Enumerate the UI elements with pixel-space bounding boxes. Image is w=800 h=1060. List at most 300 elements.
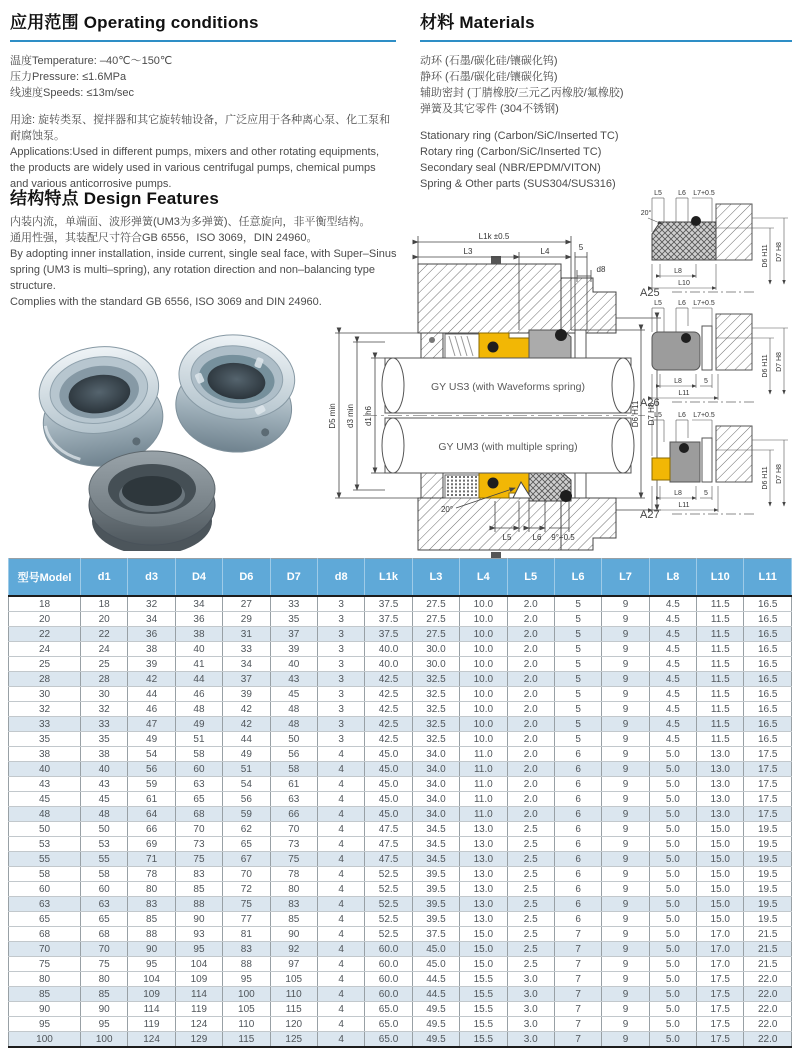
table-cell: 95 (128, 957, 175, 972)
table-cell: 5 (554, 657, 601, 672)
dim-d7h8: D7 H8 (647, 402, 656, 426)
table-cell: 40 (81, 762, 128, 777)
table-cell: 21.5 (744, 927, 792, 942)
col-header-11: L6 (554, 559, 601, 597)
table-cell: 38 (175, 627, 222, 642)
table-cell: 5.0 (649, 747, 696, 762)
table-cell: 24 (81, 642, 128, 657)
table-cell: 9 (602, 642, 649, 657)
table-cell: 42.5 (365, 672, 412, 687)
table-cell: 35 (81, 732, 128, 747)
table-cell: 38 (128, 642, 175, 657)
table-row (9, 717, 792, 732)
shaft-upper (382, 358, 634, 413)
seat-a27-elastomer (652, 458, 670, 480)
table-cell: 11.5 (697, 717, 744, 732)
table-cell: 9 (602, 987, 649, 1002)
table-cell: 40 (270, 657, 317, 672)
table-cell: 13.0 (697, 792, 744, 807)
table-cell: 5.0 (649, 972, 696, 987)
table-cell: 15.5 (460, 1032, 507, 1048)
table-cell: 45.0 (365, 762, 412, 777)
table-row (9, 792, 792, 807)
table-cell: 6 (554, 912, 601, 927)
seat-a25 (652, 222, 716, 260)
table-cell: 46 (175, 687, 222, 702)
table-cell: 9 (602, 612, 649, 627)
table-cell: 81 (223, 927, 270, 942)
table-cell: 6 (554, 882, 601, 897)
table-cell: 67 (223, 852, 270, 867)
table-cell: 85 (81, 987, 128, 1002)
table-cell: 43 (270, 672, 317, 687)
table-cell: 33 (81, 717, 128, 732)
table-cell: 90 (270, 927, 317, 942)
table-cell: 5.0 (649, 762, 696, 777)
table-cell: 39 (270, 642, 317, 657)
table-cell: 66 (270, 807, 317, 822)
table-cell: 16.5 (744, 657, 792, 672)
table-cell: 34.0 (412, 777, 459, 792)
table-cell: 53 (9, 837, 81, 852)
table-cell: 11.0 (460, 807, 507, 822)
a26-dim-l6: L6 (678, 300, 686, 307)
table-cell: 71 (128, 852, 175, 867)
table-cell: 85 (270, 912, 317, 927)
table-cell: 104 (175, 957, 222, 972)
table-cell: 17.5 (697, 1032, 744, 1048)
seat-a26 (652, 332, 700, 370)
table-cell: 4 (317, 867, 364, 882)
table-cell: 2.0 (507, 717, 554, 732)
table-cell: 36 (175, 612, 222, 627)
table-cell: 5.0 (649, 822, 696, 837)
table-cell: 37.5 (365, 596, 412, 612)
table-row (9, 942, 792, 957)
table-cell: 33 (9, 717, 81, 732)
dim-d1h6: d1 h6 (364, 405, 373, 427)
detail-drawing-a25 (638, 188, 798, 300)
table-cell: 5.0 (649, 882, 696, 897)
table-cell: 124 (175, 1017, 222, 1032)
table-row (9, 657, 792, 672)
table-cell: 15.0 (697, 882, 744, 897)
table-cell: 55 (9, 852, 81, 867)
table-cell: 11.0 (460, 747, 507, 762)
table-cell: 5 (554, 672, 601, 687)
table-cell: 5.0 (649, 807, 696, 822)
table-cell: 42 (223, 717, 270, 732)
table-cell: 49 (175, 717, 222, 732)
table-cell: 11.5 (697, 657, 744, 672)
shaft-lower-label: GY UM3 (with multiple spring) (438, 441, 578, 453)
table-cell: 75 (223, 897, 270, 912)
table-cell: 45.0 (365, 777, 412, 792)
a26-dim-l8: L8 (674, 378, 682, 385)
table-cell: 95 (9, 1017, 81, 1032)
table-cell: 114 (128, 1002, 175, 1017)
material-zh-line: 动环 (石墨/碳化硅/镶碳化钨) (420, 55, 558, 67)
table-cell: 80 (128, 882, 175, 897)
table-cell: 42.5 (365, 732, 412, 747)
table-cell: 5 (554, 596, 601, 612)
table-cell: 15.5 (460, 1002, 507, 1017)
table-cell: 73 (270, 837, 317, 852)
table-cell: 21.5 (744, 942, 792, 957)
table-cell: 5.0 (649, 1017, 696, 1032)
table-row (9, 897, 792, 912)
table-cell: 45.0 (365, 747, 412, 762)
table-cell: 6 (554, 837, 601, 852)
table-cell: 34.0 (412, 762, 459, 777)
table-cell: 32.5 (412, 702, 459, 717)
table-cell: 58 (175, 747, 222, 762)
table-cell: 16.5 (744, 642, 792, 657)
table-cell: 6 (554, 762, 601, 777)
table-cell: 93 (175, 927, 222, 942)
table-cell: 5.0 (649, 837, 696, 852)
a25-dim-l8: L8 (674, 268, 682, 275)
table-row (9, 912, 792, 927)
table-cell: 4.5 (649, 702, 696, 717)
table-cell: 65 (81, 912, 128, 927)
table-cell: 88 (175, 897, 222, 912)
table-cell: 9 (602, 852, 649, 867)
table-cell: 11.5 (697, 702, 744, 717)
table-cell: 22.0 (744, 972, 792, 987)
table-cell: 78 (128, 867, 175, 882)
table-cell: 50 (9, 822, 81, 837)
table-cell: 105 (223, 1002, 270, 1017)
table-cell: 19.5 (744, 882, 792, 897)
a25-dim-20deg: 20° (640, 210, 652, 217)
table-cell: 16.5 (744, 717, 792, 732)
table-cell: 100 (223, 987, 270, 1002)
table-cell: 2.0 (507, 612, 554, 627)
table-cell: 16.5 (744, 732, 792, 747)
table-cell: 9 (602, 717, 649, 732)
a25-dim-d7h8: D7 H8 (776, 242, 783, 262)
table-cell: 17.5 (697, 987, 744, 1002)
table-cell: 9 (602, 596, 649, 612)
table-cell: 22.0 (744, 1017, 792, 1032)
table-cell: 95 (223, 972, 270, 987)
table-cell: 88 (128, 927, 175, 942)
table-row (9, 687, 792, 702)
table-cell: 37.5 (365, 627, 412, 642)
table-cell: 22 (81, 627, 128, 642)
dim-5: 5 (578, 243, 584, 252)
table-cell: 3.0 (507, 1032, 554, 1048)
table-cell: 9 (602, 687, 649, 702)
table-cell: 38 (81, 747, 128, 762)
table-cell: 83 (223, 942, 270, 957)
table-cell: 49 (223, 747, 270, 762)
table-cell: 19.5 (744, 897, 792, 912)
table-cell: 10.0 (460, 612, 507, 627)
material-en-line: Rotary ring (Carbon/SiC/Inserted TC) (420, 146, 602, 158)
table-cell: 42.5 (365, 702, 412, 717)
table-cell: 55 (81, 852, 128, 867)
table-cell: 40 (9, 762, 81, 777)
table-cell: 15.0 (697, 852, 744, 867)
table-cell: 13.0 (460, 852, 507, 867)
table-cell: 27.5 (412, 612, 459, 627)
table-cell: 6 (554, 822, 601, 837)
table-cell: 83 (128, 897, 175, 912)
table-cell: 44.5 (412, 972, 459, 987)
table-cell: 30.0 (412, 642, 459, 657)
table-cell: 2.5 (507, 912, 554, 927)
table-cell: 3 (317, 642, 364, 657)
table-cell: 4 (317, 927, 364, 942)
material-zh-line: 辅助密封 (丁腈橡胶/三元乙丙橡胶/氟橡胶) (420, 87, 624, 99)
table-cell: 2.0 (507, 792, 554, 807)
col-header-10: L5 (507, 559, 554, 597)
dim-d5min: D5 min (328, 403, 337, 429)
table-cell: 30 (9, 687, 81, 702)
table-cell: 22.0 (744, 987, 792, 1002)
table-cell: 32 (128, 596, 175, 612)
table-cell: 45.0 (412, 957, 459, 972)
col-header-1: d1 (81, 559, 128, 597)
table-cell: 35 (9, 732, 81, 747)
table-cell: 4.5 (649, 657, 696, 672)
table-cell: 68 (9, 927, 81, 942)
table-cell: 58 (9, 867, 81, 882)
dim-9deg: 9°+0.5 (551, 533, 575, 542)
table-cell: 25 (9, 657, 81, 672)
material-en-line: Spring & Other parts (SUS304/SUS316) (420, 178, 616, 190)
section-title: 结构特点 Design Features (10, 189, 219, 208)
table-cell: 34 (223, 657, 270, 672)
table-cell: 9 (602, 912, 649, 927)
table-cell: 5.0 (649, 867, 696, 882)
table-cell: 85 (128, 912, 175, 927)
table-row (9, 702, 792, 717)
table-cell: 58 (270, 762, 317, 777)
table-cell: 49.5 (412, 1002, 459, 1017)
table-cell: 16.5 (744, 627, 792, 642)
table-cell: 30.0 (412, 657, 459, 672)
table-cell: 92 (270, 942, 317, 957)
table-cell: 66 (128, 822, 175, 837)
table-cell: 34.5 (412, 837, 459, 852)
table-cell: 95 (81, 1017, 128, 1032)
table-cell: 64 (128, 807, 175, 822)
table-cell: 11.5 (697, 687, 744, 702)
table-cell: 68 (175, 807, 222, 822)
section-divider (420, 40, 792, 42)
table-cell: 4 (317, 942, 364, 957)
table-cell: 56 (223, 792, 270, 807)
table-cell: 15.5 (460, 972, 507, 987)
table-cell: 5.0 (649, 942, 696, 957)
table-cell: 73 (175, 837, 222, 852)
a25-dim-l7: L7+0.5 (693, 190, 715, 197)
table-cell: 43 (9, 777, 81, 792)
section-materials (420, 8, 792, 192)
col-header-7: L1k (365, 559, 412, 597)
table-cell: 3.0 (507, 1002, 554, 1017)
table-cell: 3 (317, 702, 364, 717)
table-row (9, 747, 792, 762)
table-cell: 52.5 (365, 912, 412, 927)
table-cell: 45 (9, 792, 81, 807)
table-cell: 44.5 (412, 987, 459, 1002)
table-cell: 6 (554, 807, 601, 822)
table-cell: 4 (317, 792, 364, 807)
table-cell: 52.5 (365, 882, 412, 897)
table-cell: 4 (317, 1032, 364, 1048)
table-cell: 10.0 (460, 642, 507, 657)
table-cell: 109 (128, 987, 175, 1002)
table-cell: 29 (223, 612, 270, 627)
table-cell: 9 (602, 762, 649, 777)
table-cell: 10.0 (460, 627, 507, 642)
table-cell: 78 (270, 867, 317, 882)
table-cell: 5 (554, 732, 601, 747)
dim-l6: L6 (532, 533, 542, 542)
table-cell: 32.5 (412, 732, 459, 747)
table-row (9, 762, 792, 777)
table-cell: 110 (270, 987, 317, 1002)
table-cell: 63 (175, 777, 222, 792)
table-cell: 13.0 (460, 912, 507, 927)
shaft-upper-label: GY US3 (with Waveforms spring) (430, 381, 586, 393)
table-cell: 33 (223, 642, 270, 657)
a27-dim-d6h11: D6 H11 (762, 466, 769, 490)
table-cell: 4.5 (649, 596, 696, 612)
table-cell: 2.0 (507, 657, 554, 672)
table-cell: 34 (175, 596, 222, 612)
table-row (9, 1032, 792, 1048)
table-cell: 39 (223, 687, 270, 702)
spec-table (8, 558, 792, 1048)
table-cell: 11.5 (697, 627, 744, 642)
a26-dim-l11: L11 (678, 390, 690, 397)
a26-dim-l7: L7+0.5 (693, 300, 715, 307)
table-row (9, 777, 792, 792)
table-cell: 13.0 (697, 747, 744, 762)
table-cell: 60.0 (365, 987, 412, 1002)
table-cell: 34.0 (412, 807, 459, 822)
table-cell: 7 (554, 1002, 601, 1017)
table-cell: 24 (9, 642, 81, 657)
table-cell: 4 (317, 882, 364, 897)
table-cell: 2.5 (507, 927, 554, 942)
table-cell: 42 (223, 702, 270, 717)
table-cell: 5.0 (649, 897, 696, 912)
col-header-14: L10 (697, 559, 744, 597)
table-cell: 17.5 (697, 1002, 744, 1017)
table-cell: 5.0 (649, 927, 696, 942)
table-cell: 70 (175, 822, 222, 837)
seal-photo-right (171, 329, 299, 457)
table-cell: 49.5 (412, 1032, 459, 1048)
rotary-ring-upper (479, 333, 529, 358)
table-cell: 97 (270, 957, 317, 972)
table-cell: 9 (602, 807, 649, 822)
table-cell: 9 (602, 837, 649, 852)
table-cell: 13.0 (697, 807, 744, 822)
table-cell: 4 (317, 762, 364, 777)
dim-l4: L4 (540, 247, 550, 256)
col-header-0: 型号Model (9, 559, 81, 597)
table-cell: 90 (128, 942, 175, 957)
table-cell: 7 (554, 957, 601, 972)
table-cell: 32.5 (412, 717, 459, 732)
table-cell: 100 (9, 1032, 81, 1048)
table-cell: 22.0 (744, 1032, 792, 1048)
lower-gland (418, 498, 561, 550)
table-cell: 36 (128, 627, 175, 642)
table-cell: 44 (128, 687, 175, 702)
table-cell: 5.0 (649, 792, 696, 807)
table-cell: 17.5 (697, 972, 744, 987)
table-cell: 2.0 (507, 762, 554, 777)
table-cell: 68 (81, 927, 128, 942)
section-divider (10, 40, 396, 42)
table-cell: 75 (81, 957, 128, 972)
table-cell: 49.5 (412, 1017, 459, 1032)
table-cell: 70 (223, 867, 270, 882)
table-cell: 2.5 (507, 942, 554, 957)
table-cell: 7 (554, 972, 601, 987)
table-cell: 13.0 (460, 897, 507, 912)
table-cell: 75 (175, 852, 222, 867)
a27-dim-d7h8: D7 H8 (776, 464, 783, 484)
table-cell: 11.5 (697, 596, 744, 612)
table-cell: 70 (9, 942, 81, 957)
table-cell: 119 (128, 1017, 175, 1032)
table-cell: 52.5 (365, 897, 412, 912)
table-cell: 70 (81, 942, 128, 957)
table-cell: 5.0 (649, 1002, 696, 1017)
table-cell: 5 (554, 702, 601, 717)
table-cell: 4 (317, 852, 364, 867)
section-title: 材料 Materials (420, 13, 535, 32)
table-cell: 2.0 (507, 777, 554, 792)
table-cell: 25 (81, 657, 128, 672)
table-cell: 4 (317, 777, 364, 792)
table-cell: 69 (128, 837, 175, 852)
table-cell: 13.0 (460, 837, 507, 852)
table-cell: 9 (602, 942, 649, 957)
a25-dim-l6: L6 (678, 190, 686, 197)
table-cell: 13.0 (460, 822, 507, 837)
table-row (9, 627, 792, 642)
table-cell: 39.5 (412, 882, 459, 897)
table-cell: 5 (554, 642, 601, 657)
table-cell: 75 (270, 852, 317, 867)
table-cell: 5.0 (649, 852, 696, 867)
a25-dim-d6h11: D6 H11 (762, 244, 769, 268)
table-cell: 22 (9, 627, 81, 642)
table-cell: 15.0 (697, 822, 744, 837)
table-cell: 3 (317, 627, 364, 642)
table-cell: 6 (554, 747, 601, 762)
a26-dim-l5: L5 (654, 300, 662, 307)
table-cell: 3.0 (507, 972, 554, 987)
table-cell: 104 (128, 972, 175, 987)
table-cell: 5.0 (649, 912, 696, 927)
table-cell: 17.5 (744, 762, 792, 777)
table-cell: 18 (81, 596, 128, 612)
table-cell: 6 (554, 897, 601, 912)
table-cell: 4 (317, 747, 364, 762)
table-cell: 60 (175, 762, 222, 777)
